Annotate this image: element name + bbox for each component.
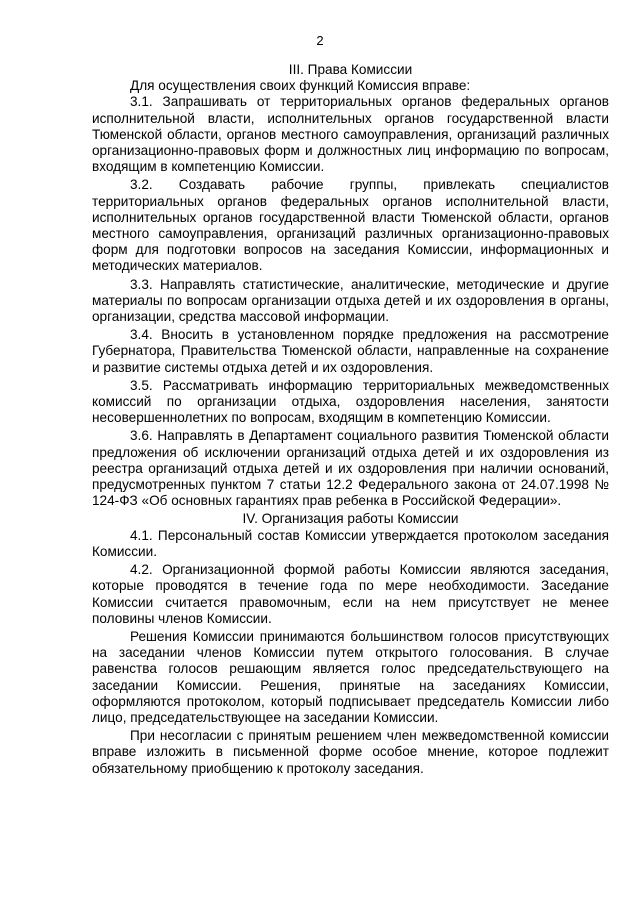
clause-3-4: 3.4. Вносить в установленном порядке предложения на рассмотрение Губернатора, Правительства Тюменской области, направленные на сохранение и развитие системы отдыха детей и их оздоровления. bbox=[92, 327, 609, 375]
clause-4-2: 4.2. Организационной формой работы Комиссии являются заседания, которые проводятся в течение года по мере необходимости. Заседание Комиссии считается правомочным, если на нем присутствует не менее половины членов Комиссии. bbox=[92, 562, 609, 626]
section-3-intro: Для осуществления своих функций Комиссия вправе: bbox=[130, 78, 471, 94]
clause-3-5: 3.5. Рассматривать информацию территориальных межведомственных комиссий по организации отдыха, оздоровления населения, занятости несовершеннолетних по вопросам, входящим в компетенцию Комиссии. bbox=[92, 377, 609, 426]
clause-3-1: 3.1. Запрашивать от территориальных органов федеральных органов исполнительной власти, исполнительных органов государственной власти Тюменской области, органов местного самоуправления, организаций различных организационно-правовых форм и должностных лиц информацию по вопросам, входящим в компетенцию Комиссии. bbox=[92, 94, 609, 175]
page-number: 2 bbox=[316, 33, 324, 48]
clause-3-6: 3.6. Направлять в Департамент социального развития Тюменской области предложения об исключении организаций отдыха детей и их оздоровления из реестра организаций отдыха детей и их оздоровления при наличии оснований, предусмотренных пунктом 7 статьи 12.2 Федерального закона от 24.07.1998 № 124-ФЗ «Об основных гарантиях прав ребенка в Российской Федерации». bbox=[92, 428, 609, 509]
decisions-paragraph: Решения Комиссии принимаются большинством голосов присутствующих на заседании членов Комиссии путем открытого голосования. В случае равенства голосов решающим является голос председательствующего на заседании Комиссии. Решения, принятые на заседаниях Комиссии, оформляются протоколом, который подписывает председатель Комиссии либо лицо, председательствующее на заседании Комиссии. bbox=[92, 628, 609, 725]
document-body bbox=[92, 62, 609, 779]
dissent-paragraph: При несогласии с принятым решением член межведомственной комиссии вправе изложить в письменной форме особое мнение, которое подлежит обязательному приобщению к протоколу заседания. bbox=[92, 728, 609, 776]
clause-3-2: 3.2. Создавать рабочие группы, привлекать специалистов территориальных органов федеральных органов исполнительной власти, исполнительных органов государственной власти Тюменской области, органов местного самоуправления, организаций различных организационно-правовых форм для подготовки вопросов на заседания Комиссии, информационных и методических материалов. bbox=[92, 177, 609, 274]
section-3-heading: III. Права Комиссии bbox=[288, 62, 413, 77]
section-4-heading: IV. Организация работы Комиссии bbox=[242, 511, 459, 527]
clause-3-3: 3.3. Направлять статистические, аналитические, методические и другие материалы по вопросам организации отдыха детей и их оздоровления в органы, организации, средства массовой информации. bbox=[92, 276, 609, 325]
clause-4-1: 4.1. Персональный состав Комиссии утверждается протоколом заседания Комиссии. bbox=[92, 527, 609, 559]
